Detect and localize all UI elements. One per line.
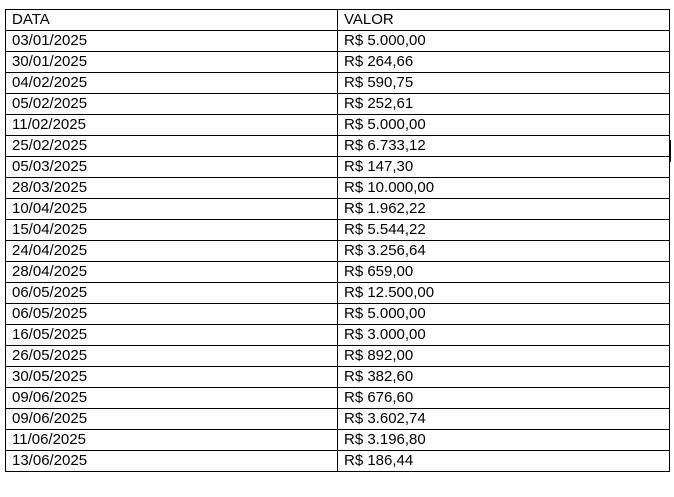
value-cell: R$ 1.962,22 — [338, 199, 670, 220]
table-row — [6, 409, 670, 430]
table-row — [6, 73, 670, 94]
value-cell: R$ 590,75 — [338, 73, 670, 94]
table-row — [6, 451, 670, 472]
date-cell: 30/05/2025 — [6, 367, 338, 388]
date-cell: 05/02/2025 — [6, 94, 338, 115]
date-cell: 24/04/2025 — [6, 241, 338, 262]
date-cell: 04/02/2025 — [6, 73, 338, 94]
date-cell: 11/02/2025 — [6, 115, 338, 136]
date-cell: 09/06/2025 — [6, 388, 338, 409]
value-cell: R$ 5.000,00 — [338, 31, 670, 52]
value-cell: R$ 186,44 — [338, 451, 670, 472]
header-value: VALOR — [338, 10, 670, 31]
value-cell: R$ 892,00 — [338, 346, 670, 367]
value-cell: R$ 3.602,74 — [338, 409, 670, 430]
date-cell: 30/01/2025 — [6, 52, 338, 73]
table-row — [6, 346, 670, 367]
table-body — [6, 10, 670, 472]
value-cell: R$ 252,61 — [338, 94, 670, 115]
date-cell: 26/05/2025 — [6, 346, 338, 367]
table-row — [6, 178, 670, 199]
date-cell: 13/06/2025 — [6, 451, 338, 472]
date-cell: 28/04/2025 — [6, 262, 338, 283]
table-row — [6, 136, 670, 157]
table-row — [6, 283, 670, 304]
date-cell: 09/06/2025 — [6, 409, 338, 430]
date-cell: 28/03/2025 — [6, 178, 338, 199]
table-header-row — [6, 10, 670, 31]
date-cell: 10/04/2025 — [6, 199, 338, 220]
date-cell: 06/05/2025 — [6, 283, 338, 304]
table-row — [6, 325, 670, 346]
value-cell: R$ 5.000,00 — [338, 115, 670, 136]
value-cell: R$ 659,00 — [338, 262, 670, 283]
table-row — [6, 199, 670, 220]
date-cell: 16/05/2025 — [6, 325, 338, 346]
value-cell: R$ 5.000,00 — [338, 304, 670, 325]
table-row — [6, 31, 670, 52]
table-row — [6, 94, 670, 115]
table-row — [6, 304, 670, 325]
value-cell: R$ 382,60 — [338, 367, 670, 388]
value-cell: R$ 264,66 — [338, 52, 670, 73]
value-cell: R$ 3.196,80 — [338, 430, 670, 451]
cell-edge-mark — [670, 140, 671, 162]
value-cell: R$ 10.000,00 — [338, 178, 670, 199]
date-cell: 06/05/2025 — [6, 304, 338, 325]
date-cell: 05/03/2025 — [6, 157, 338, 178]
table-row — [6, 220, 670, 241]
table-row — [6, 367, 670, 388]
payments-table — [5, 9, 670, 472]
table-row — [6, 115, 670, 136]
table-row — [6, 241, 670, 262]
header-date: DATA — [6, 10, 338, 31]
table-row — [6, 157, 670, 178]
date-cell: 03/01/2025 — [6, 31, 338, 52]
date-cell: 25/02/2025 — [6, 136, 338, 157]
value-cell: R$ 3.256,64 — [338, 241, 670, 262]
table-row — [6, 52, 670, 73]
value-cell: R$ 5.544,22 — [338, 220, 670, 241]
table-row — [6, 388, 670, 409]
value-cell: R$ 147,30 — [338, 157, 670, 178]
value-cell: R$ 6.733,12 — [338, 136, 670, 157]
table-row — [6, 430, 670, 451]
date-cell: 11/06/2025 — [6, 430, 338, 451]
value-cell: R$ 676,60 — [338, 388, 670, 409]
date-cell: 15/04/2025 — [6, 220, 338, 241]
value-cell: R$ 3.000,00 — [338, 325, 670, 346]
table-row — [6, 262, 670, 283]
value-cell: R$ 12.500,00 — [338, 283, 670, 304]
